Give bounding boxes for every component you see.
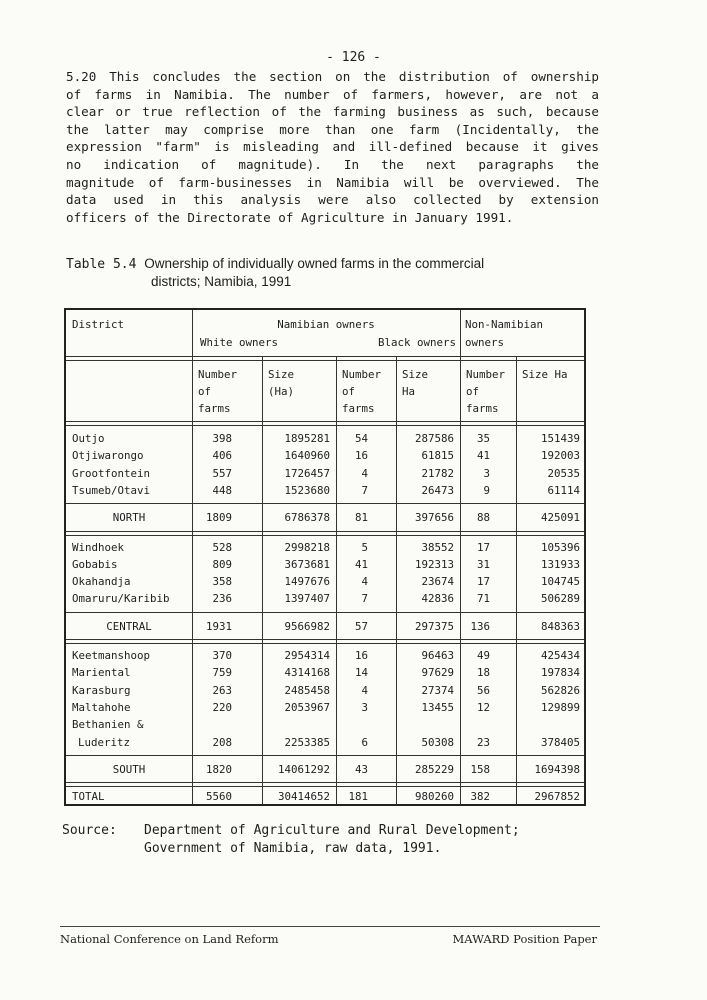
table-cell-value: 2954314	[284, 649, 330, 662]
table-cell-value: 131933	[540, 557, 580, 571]
table-cell-value: 809	[212, 557, 232, 571]
source-line2: Government of Namibia, raw data, 1991.	[144, 841, 442, 856]
header-district: District	[72, 318, 125, 331]
table-cell-value: 2998218	[284, 540, 330, 554]
table-cell-value: 448	[212, 483, 232, 497]
table-cell-value: 27374	[421, 683, 454, 697]
table-cell-value: 398	[212, 432, 232, 445]
table-cell-district: Luderitz	[78, 735, 131, 749]
header-size-ha: Size	[268, 368, 295, 381]
header-number-of-farms: of	[466, 385, 480, 398]
table-cell-value: 17	[476, 575, 490, 589]
table-rule	[66, 356, 584, 361]
table-cell-district: Gobabis	[72, 557, 118, 571]
header-number-of-farms: farms	[198, 402, 231, 415]
header-size-ha: (Ha)	[268, 385, 295, 398]
header-number-of-farms: of	[342, 385, 356, 398]
source-line1: Department of Agriculture and Rural Development;	[144, 823, 520, 838]
table-cell-value: 1694398	[534, 762, 580, 776]
header-number-of-farms: farms	[342, 402, 375, 415]
table-cell-value: 88	[476, 511, 490, 525]
table-cell-value: 18	[476, 666, 490, 680]
table-column-rule	[262, 356, 263, 804]
table-cell-value: 16	[354, 449, 368, 463]
table-cell-value: 81	[354, 511, 368, 525]
table-cell-value: 759	[212, 666, 232, 680]
table-cell-district: Windhoek	[72, 540, 125, 554]
table-cell-subtotal-label: SOUTH	[112, 762, 146, 776]
table-cell-value: 5	[361, 540, 368, 554]
paragraph-line: clear or true reflection of the farming business as such, because	[66, 104, 599, 120]
table-cell-district: Mariental	[72, 666, 131, 680]
header-non-namibian: Non-Namibian	[465, 318, 544, 331]
table-cell-value: 2253385	[284, 735, 330, 749]
table-cell-value: 7	[361, 483, 368, 497]
table-cell-value: 9	[483, 483, 490, 497]
table-cell-value: 263	[212, 683, 232, 697]
table-cell-value: 14061292	[277, 762, 330, 776]
table-cell-value: 1726457	[284, 466, 330, 480]
footer-divider	[60, 926, 600, 927]
paragraph-line: the latter may comprise more than one farm (Incidentally, the	[66, 121, 599, 137]
table-cell-value: 5560	[205, 790, 232, 804]
table-cell-value: 61114	[547, 483, 580, 497]
table-cell-value: 1809	[205, 511, 232, 525]
table-cell-value: 1497676	[284, 575, 330, 589]
table-cell-value: 7	[361, 592, 368, 606]
table-cell-district: Karasburg	[72, 683, 131, 697]
table-caption	[66, 255, 606, 290]
table-cell-value: 4314168	[284, 666, 330, 680]
table-cell-value: 3	[361, 700, 368, 714]
table-cell-value: 2485458	[284, 683, 330, 697]
table-cell-value: 4	[361, 575, 368, 589]
paragraph-line: data used in this analysis were also collected by extension	[66, 192, 599, 208]
table-cell-value: 208	[212, 735, 232, 749]
body-paragraph	[66, 68, 599, 226]
table-cell-value: 181	[348, 790, 368, 804]
table-cell-value: 397656	[414, 511, 454, 525]
table-cell-value: 4	[361, 466, 368, 480]
ownership-table	[64, 308, 586, 806]
table-cell-district: Outjo	[72, 432, 105, 445]
table-cell-value: 6	[361, 735, 368, 749]
table-cell-value: 528	[212, 540, 232, 554]
table-cell-value: 158	[470, 762, 490, 776]
paragraph-line: 5.20 This concludes the section on the distribution of ownership	[66, 69, 599, 84]
table-cell-value: 30414652	[277, 790, 330, 804]
header-size-ha: Size Ha	[522, 368, 568, 381]
table-cell-value: 236	[212, 592, 232, 606]
table-cell-value: 2967852	[534, 790, 580, 804]
table-cell-value: 151439	[540, 432, 580, 445]
table-cell-value: 61815	[421, 449, 454, 463]
table-cell-value: 38552	[421, 540, 454, 554]
table-cell-district: Grootfontein	[72, 466, 151, 480]
table-cell-value: 96463	[421, 649, 454, 662]
table-cell-value: 105396	[540, 540, 580, 554]
table-cell-value: 980260	[414, 790, 454, 804]
table-cell-value: 192003	[540, 449, 580, 463]
table-cell-value: 2053967	[284, 700, 330, 714]
table-cell-value: 192313	[414, 557, 454, 571]
table-cell-value: 12	[476, 700, 490, 714]
table-cell-value: 43	[354, 762, 368, 776]
table-cell-value: 1397407	[284, 592, 330, 606]
table-cell-value: 14	[354, 666, 368, 680]
table-cell-district: Okahandja	[72, 575, 131, 589]
table-cell-district: Otjiwarongo	[72, 449, 144, 463]
table-cell-value: 23	[476, 735, 490, 749]
paragraph-line: magnitude of farm-businesses in Namibia will be overviewed. The	[66, 174, 599, 190]
table-cell-value: 382	[470, 790, 490, 804]
table-cell-value: 1523680	[284, 483, 330, 497]
source-note	[62, 822, 602, 856]
table-rule	[66, 755, 584, 756]
header-non-namibian-owners: owners	[465, 336, 505, 349]
table-cell-value: 1931	[205, 619, 232, 633]
table-cell-district: Maltahohe	[72, 700, 131, 714]
table-cell-value: 31	[476, 557, 490, 571]
header-number-of-farms: Number	[466, 368, 506, 381]
table-cell-value: 358	[212, 575, 232, 589]
caption-title-line2: districts; Namibia, 1991	[151, 274, 292, 289]
header-size-ha: Size	[402, 368, 429, 381]
table-cell-district: Keetmanshoop	[72, 649, 151, 662]
header-namibian-owners: Namibian owners	[277, 318, 375, 331]
table-cell-value: 17	[476, 540, 490, 554]
table-cell-district: Omaruru/Karibib	[72, 592, 170, 606]
header-number-of-farms: Number	[342, 368, 382, 381]
table-cell-value: 3	[483, 466, 490, 480]
paragraph-line: expression "farm" is misleading and ill-defined because it gives	[66, 139, 599, 155]
table-cell-value: 129899	[540, 700, 580, 714]
table-cell-district: Bethanien &	[72, 718, 144, 732]
footer-conference: National Conference on Land Reform	[60, 932, 279, 946]
table-cell-value: 16	[354, 649, 368, 662]
table-cell-value: 71	[476, 592, 490, 606]
paragraph-line: officers of the Directorate of Agriculture in January 1991.	[66, 209, 514, 225]
table-cell-value: 54	[354, 432, 368, 445]
table-cell-subtotal-label: CENTRAL	[106, 619, 152, 633]
table-cell-value: 42836	[421, 592, 454, 606]
header-number-of-farms: of	[198, 385, 212, 398]
table-cell-value: 1820	[205, 762, 232, 776]
table-rule	[66, 531, 584, 536]
paragraph-line: no indication of magnitude). In the next paragraphs the	[66, 156, 599, 172]
table-cell-subtotal-label: NORTH	[112, 511, 146, 525]
caption-title-line1: Ownership of individually owned farms in the commercial	[144, 256, 485, 271]
table-rule	[66, 782, 584, 787]
table-cell-value: 41	[354, 557, 368, 571]
table-cell-value: 26473	[421, 483, 454, 497]
table-cell-value: 848363	[540, 619, 580, 633]
table-cell-value: 285229	[414, 762, 454, 776]
table-cell-value: 1895281	[284, 432, 330, 445]
table-cell-value: 13455	[421, 700, 454, 714]
table-cell-value: 197834	[540, 666, 580, 680]
header-white-owners: White owners	[200, 336, 279, 349]
table-column-rule	[336, 356, 337, 804]
header-size-ha: Ha	[402, 385, 416, 398]
header-number-of-farms: Number	[198, 368, 238, 381]
source-label: Source:	[62, 823, 117, 838]
header-number-of-farms: farms	[466, 402, 499, 415]
header-black-owners: Black owners	[377, 336, 456, 349]
table-cell-value: 506289	[540, 592, 580, 606]
table-cell-value: 49	[476, 649, 490, 662]
table-cell-district: Tsumeb/Otavi	[72, 483, 151, 497]
table-cell-value: 21782	[421, 466, 454, 480]
table-cell-value: 97629	[421, 666, 454, 680]
table-cell-value: 562826	[540, 683, 580, 697]
table-cell-value: 406	[212, 449, 232, 463]
table-rule	[66, 612, 584, 613]
table-column-rule	[516, 356, 517, 804]
table-cell-value: 425434	[540, 649, 580, 662]
table-cell-value: 220	[212, 700, 232, 714]
table-cell-value: 425091	[540, 511, 580, 525]
table-column-rule	[192, 310, 193, 804]
table-cell-value: 23674	[421, 575, 454, 589]
table-cell-value: 287586	[414, 432, 454, 445]
footer-paper-title: MAWARD Position Paper	[452, 932, 597, 946]
table-cell-value: 57	[354, 619, 368, 633]
table-rule	[66, 503, 584, 504]
table-cell-value: 297375	[414, 619, 454, 633]
table-column-rule	[460, 310, 461, 804]
caption-label: Table 5.4	[66, 257, 137, 272]
table-cell-value: 56	[476, 683, 490, 697]
table-rule	[66, 421, 584, 426]
table-cell-value: 1640960	[284, 449, 330, 463]
table-cell-value: 41	[476, 449, 490, 463]
table-cell-value: 6786378	[284, 511, 330, 525]
table-cell-value: 9566982	[284, 619, 330, 633]
table-cell-value: 104745	[540, 575, 580, 589]
table-cell-value: 20535	[547, 466, 580, 480]
table-cell-value: 370	[212, 649, 232, 662]
table-cell-total-label: TOTAL	[72, 790, 105, 804]
page-number: - 126 -	[326, 50, 381, 65]
table-cell-value: 3673681	[284, 557, 330, 571]
table-cell-value: 378405	[540, 735, 580, 749]
paragraph-line: of farms in Namibia. The number of farmers, however, are not a	[66, 86, 599, 102]
table-cell-value: 136	[470, 619, 490, 633]
table-cell-value: 50308	[421, 735, 454, 749]
table-column-rule	[396, 356, 397, 804]
table-cell-value: 557	[212, 466, 232, 480]
table-rule	[66, 639, 584, 644]
table-cell-value: 35	[476, 432, 490, 445]
table-cell-value: 4	[361, 683, 368, 697]
